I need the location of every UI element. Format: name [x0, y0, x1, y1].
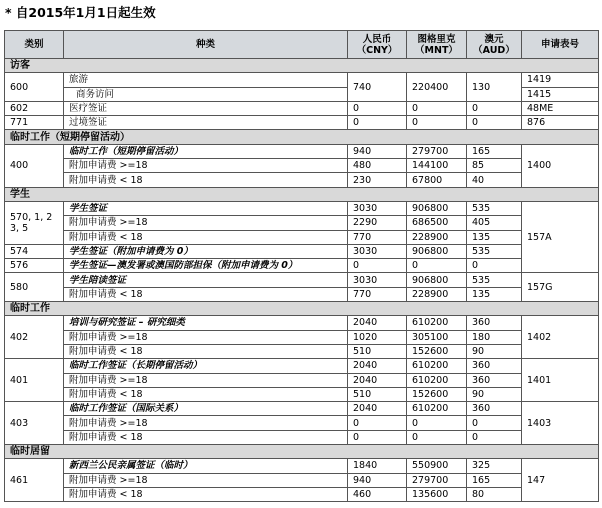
fee-mnt-cell: 228900 [407, 287, 467, 301]
fee-aud-cell: 0 [467, 416, 522, 430]
form-number-cell: 1403 [522, 402, 599, 445]
fee-row [5, 116, 599, 130]
fee-mnt-cell: 279700 [407, 473, 467, 487]
form-number-cell: 1415 [522, 87, 599, 101]
form-number-cell: 876 [522, 116, 599, 130]
category-cell: 580 [5, 273, 64, 302]
fee-cny-cell: 480 [348, 159, 407, 173]
fee-row [5, 402, 599, 416]
fee-aud-cell: 0 [467, 101, 522, 115]
fee-row [5, 430, 599, 444]
fee-mnt-cell: 228900 [407, 230, 467, 244]
aud-header-code: （AUD） [473, 44, 515, 56]
cny-header-label: 人民币 [362, 33, 392, 45]
fee-aud-cell: 135 [467, 287, 522, 301]
mnt-header-label: 图格里克 [417, 33, 456, 45]
category-cell: 574 [5, 244, 64, 258]
fee-cny-cell: 3030 [348, 201, 407, 215]
fee-cny-cell: 3030 [348, 273, 407, 287]
fee-aud-cell: 535 [467, 201, 522, 215]
aud-header-label: 澳元 [484, 33, 504, 45]
fee-aud-cell: 90 [467, 387, 522, 401]
visa-type-cell: 临时工作（短期停留活动） [64, 144, 348, 158]
visa-type-cell: 附加申请费 < 18 [64, 230, 348, 244]
visa-type-cell: 附加申请费 < 18 [64, 430, 348, 444]
visa-type-cell: 培训与研究签证 – 研究细类 [64, 316, 348, 330]
type-header: 种类 [64, 31, 348, 59]
fee-cny-cell: 510 [348, 387, 407, 401]
visa-type-cell: 附加申请费 < 18 [64, 487, 348, 501]
fee-aud-cell: 130 [467, 73, 522, 102]
fee-mnt-cell: 305100 [407, 330, 467, 344]
form-number-cell: 1401 [522, 359, 599, 402]
section-row [5, 187, 599, 201]
effective-date-title: * 自2015年1月1日起生效 [5, 5, 156, 20]
form-number-cell: 157A [522, 201, 599, 272]
category-cell: 576 [5, 259, 64, 273]
visa-type-cell: 附加申请费 >=18 [64, 216, 348, 230]
fee-row [5, 373, 599, 387]
fee-cny-cell: 0 [348, 416, 407, 430]
visa-type-cell: 附加申请费 < 18 [64, 173, 348, 187]
aud-header [467, 31, 522, 59]
fee-mnt-cell: 610200 [407, 402, 467, 416]
cny-header-code: （CNY） [356, 44, 398, 56]
visa-type-cell: 附加申请费 >=18 [64, 373, 348, 387]
visa-type-cell: 学生签证—澳发署或澳国防部担保（附加申请费为 0） [64, 259, 348, 273]
fee-cny-cell: 2040 [348, 359, 407, 373]
fee-mnt-cell: 67800 [407, 173, 467, 187]
form-number-cell: 48ME [522, 101, 599, 115]
mnt-header-code: （MNT） [415, 44, 458, 56]
fee-mnt-cell: 0 [407, 430, 467, 444]
category-line: 570, 1, 2 [10, 211, 53, 223]
fee-aud-cell: 360 [467, 373, 522, 387]
fee-aud-cell: 360 [467, 402, 522, 416]
fee-row [5, 216, 599, 230]
fee-row [5, 459, 599, 473]
fee-row [5, 316, 599, 330]
category-cell: 401 [5, 359, 64, 402]
fee-row [5, 230, 599, 244]
fee-mnt-cell: 906800 [407, 273, 467, 287]
visa-type-cell: 附加申请费 >=18 [64, 159, 348, 173]
fee-aud-cell: 325 [467, 459, 522, 473]
visa-type-cell: 附加申请费 >=18 [64, 473, 348, 487]
fee-cny-cell: 460 [348, 487, 407, 501]
category-line: 3, 5 [10, 222, 29, 234]
fee-row [5, 273, 599, 287]
fee-aud-cell: 180 [467, 330, 522, 344]
fee-row [5, 416, 599, 430]
visa-type-cell: 临时工作签证（长期停留活动） [64, 359, 348, 373]
visa-type-cell: 学生陪读签证 [64, 273, 348, 287]
fee-aud-cell: 0 [467, 259, 522, 273]
fee-cny-cell: 770 [348, 287, 407, 301]
fee-cny-cell: 3030 [348, 244, 407, 258]
fee-row [5, 259, 599, 273]
fee-cny-cell: 230 [348, 173, 407, 187]
visa-type-cell: 学生签证 [64, 201, 348, 215]
category-cell: 400 [5, 144, 64, 187]
fee-aud-cell: 165 [467, 473, 522, 487]
fee-mnt-cell: 152600 [407, 344, 467, 358]
section-title: 临时居留 [5, 445, 599, 459]
fee-row [5, 344, 599, 358]
fee-row [5, 201, 599, 215]
section-title: 学生 [5, 187, 599, 201]
fee-cny-cell: 2040 [348, 402, 407, 416]
fee-row [5, 359, 599, 373]
visa-type-cell: 过境签证 [64, 116, 348, 130]
fee-aud-cell: 85 [467, 159, 522, 173]
fee-aud-cell: 535 [467, 244, 522, 258]
fee-aud-cell: 90 [467, 344, 522, 358]
fee-aud-cell: 40 [467, 173, 522, 187]
visa-type-cell: 商务访问 [64, 87, 348, 101]
section-row [5, 445, 599, 459]
visa-type-cell: 旅游 [64, 73, 348, 87]
visa-type-cell: 附加申请费 < 18 [64, 387, 348, 401]
fee-aud-cell: 535 [467, 273, 522, 287]
fee-row [5, 101, 599, 115]
fee-row [5, 244, 599, 258]
fee-cny-cell: 2040 [348, 373, 407, 387]
fee-row [5, 173, 599, 187]
visa-type-cell: 新西兰公民亲属签证（临时） [64, 459, 348, 473]
fee-cny-cell: 2040 [348, 316, 407, 330]
fee-mnt-cell: 610200 [407, 359, 467, 373]
fee-mnt-cell: 220400 [407, 73, 467, 102]
fee-mnt-cell: 144100 [407, 159, 467, 173]
form-number-cell: 1400 [522, 144, 599, 187]
fee-row [5, 144, 599, 158]
fee-mnt-cell: 0 [407, 101, 467, 115]
fee-cny-cell: 510 [348, 344, 407, 358]
fee-mnt-cell: 610200 [407, 316, 467, 330]
fee-mnt-cell: 135600 [407, 487, 467, 501]
form-number-cell: 1419 [522, 73, 599, 87]
category-cell: 403 [5, 402, 64, 445]
section-row [5, 302, 599, 316]
fee-cny-cell: 0 [348, 116, 407, 130]
fee-row [5, 330, 599, 344]
visa-type-cell: 学生签证（附加申请费为 0） [64, 244, 348, 258]
category-cell: 771 [5, 116, 64, 130]
section-row [5, 59, 599, 73]
fee-mnt-cell: 906800 [407, 244, 467, 258]
fee-aud-cell: 80 [467, 487, 522, 501]
fee-cny-cell: 1020 [348, 330, 407, 344]
visa-type-cell: 附加申请费 < 18 [64, 344, 348, 358]
form-header: 申请表号 [522, 31, 599, 59]
fee-aud-cell: 360 [467, 316, 522, 330]
fee-table [4, 30, 599, 502]
mnt-header [407, 31, 467, 59]
fee-cny-cell: 740 [348, 73, 407, 102]
fee-mnt-cell: 686500 [407, 216, 467, 230]
form-number-cell: 157G [522, 273, 599, 302]
fee-cny-cell: 940 [348, 473, 407, 487]
visa-type-cell: 附加申请费 >=18 [64, 416, 348, 430]
fee-row [5, 159, 599, 173]
category-cell: 600 [5, 73, 64, 102]
fee-mnt-cell: 610200 [407, 373, 467, 387]
fee-row [5, 487, 599, 501]
fee-aud-cell: 360 [467, 359, 522, 373]
section-title: 临时工作（短期停留活动） [5, 130, 599, 144]
visa-type-cell: 附加申请费 < 18 [64, 287, 348, 301]
category-cell [5, 201, 64, 244]
fee-mnt-cell: 0 [407, 116, 467, 130]
fee-row [5, 73, 599, 87]
fee-cny-cell: 940 [348, 144, 407, 158]
fee-aud-cell: 405 [467, 216, 522, 230]
form-number-cell: 1402 [522, 316, 599, 359]
section-title: 访客 [5, 59, 599, 73]
fee-cny-cell: 2290 [348, 216, 407, 230]
fee-row [5, 473, 599, 487]
category-cell: 402 [5, 316, 64, 359]
fee-cny-cell: 770 [348, 230, 407, 244]
fee-cny-cell: 0 [348, 430, 407, 444]
fee-aud-cell: 0 [467, 430, 522, 444]
fee-row [5, 287, 599, 301]
fee-cny-cell: 0 [348, 101, 407, 115]
fee-mnt-cell: 0 [407, 416, 467, 430]
section-title: 临时工作 [5, 302, 599, 316]
fee-cny-cell: 1840 [348, 459, 407, 473]
fee-mnt-cell: 906800 [407, 201, 467, 215]
fee-aud-cell: 0 [467, 116, 522, 130]
fee-mnt-cell: 152600 [407, 387, 467, 401]
fee-mnt-cell: 279700 [407, 144, 467, 158]
category-cell: 461 [5, 459, 64, 502]
visa-type-cell: 医疗签证 [64, 101, 348, 115]
form-number-cell: 147 [522, 459, 599, 502]
fee-aud-cell: 135 [467, 230, 522, 244]
fee-mnt-cell: 550900 [407, 459, 467, 473]
cny-header [348, 31, 407, 59]
category-header: 类别 [5, 31, 64, 59]
visa-type-cell: 附加申请费 >=18 [64, 330, 348, 344]
section-row [5, 130, 599, 144]
fee-cny-cell: 0 [348, 259, 407, 273]
fee-mnt-cell: 0 [407, 259, 467, 273]
category-cell: 602 [5, 101, 64, 115]
fee-aud-cell: 165 [467, 144, 522, 158]
fee-row [5, 387, 599, 401]
header-row [5, 31, 599, 59]
visa-type-cell: 临时工作签证（国际关系） [64, 402, 348, 416]
